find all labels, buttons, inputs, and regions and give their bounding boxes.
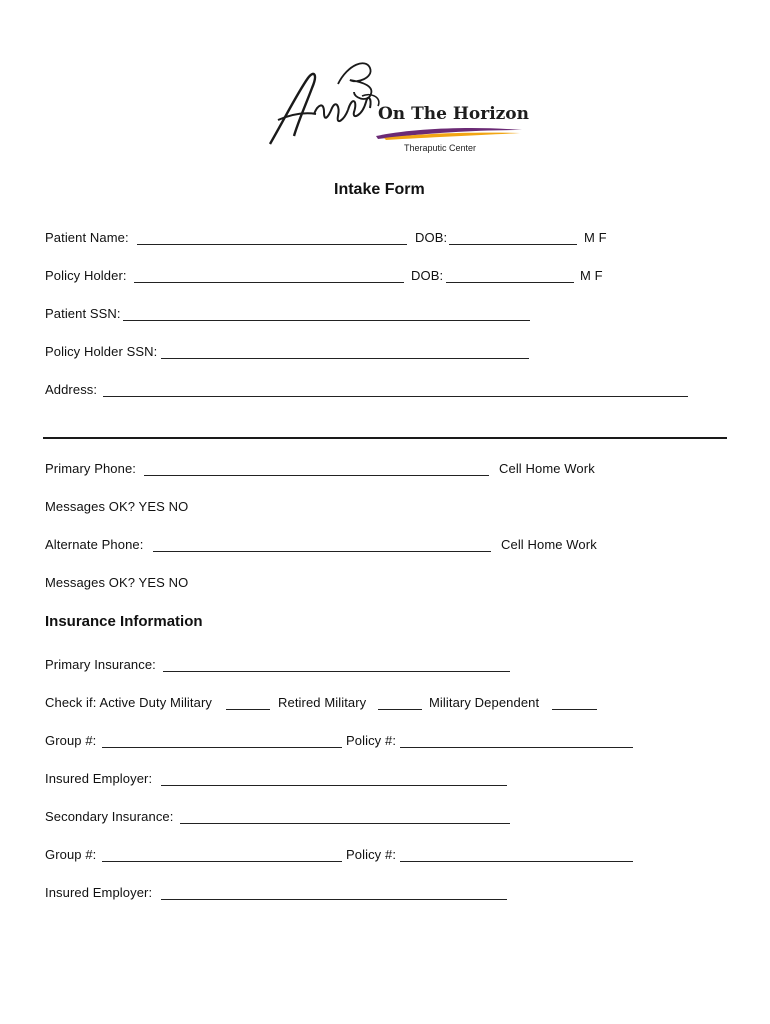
policy-holder-sex-options[interactable]: M F bbox=[580, 268, 603, 283]
insured-employer-label: Insured Employer: bbox=[45, 771, 153, 786]
policy-holder-dob-label: DOB: bbox=[411, 268, 444, 283]
policy-number-label: Policy #: bbox=[346, 733, 397, 748]
sex-options[interactable]: M F bbox=[584, 230, 607, 245]
policy-number-field[interactable] bbox=[400, 747, 633, 748]
patient-ssn-label: Patient SSN: bbox=[45, 306, 121, 321]
group-number-field[interactable] bbox=[102, 747, 342, 748]
retired-military-label: Retired Military bbox=[278, 695, 367, 710]
dob-label: DOB: bbox=[415, 230, 448, 245]
logo-title: On The Horizon bbox=[378, 104, 529, 124]
active-duty-field[interactable] bbox=[226, 709, 270, 710]
primary-phone-label: Primary Phone: bbox=[45, 461, 136, 476]
patient-ssn-field[interactable] bbox=[123, 320, 530, 321]
insurance-heading: Insurance Information bbox=[45, 613, 203, 630]
alternate-phone-field[interactable] bbox=[153, 551, 491, 552]
retired-military-field[interactable] bbox=[378, 709, 422, 710]
secondary-policy-number-field[interactable] bbox=[400, 861, 633, 862]
primary-messages-ok[interactable]: Messages OK? YES NO bbox=[45, 499, 189, 514]
alternate-phone-label: Alternate Phone: bbox=[45, 537, 144, 552]
secondary-policy-number-label: Policy #: bbox=[346, 847, 397, 862]
address-field[interactable] bbox=[103, 396, 688, 397]
secondary-insurance-field[interactable] bbox=[180, 823, 510, 824]
patient-name-field[interactable] bbox=[137, 244, 407, 245]
military-dependent-field[interactable] bbox=[552, 709, 597, 710]
group-number-label: Group #: bbox=[45, 733, 97, 748]
section-divider bbox=[43, 437, 727, 439]
military-dependent-label: Military Dependent bbox=[429, 695, 540, 710]
logo-subtitle: Theraputic Center bbox=[404, 143, 477, 153]
form-title: Intake Form bbox=[334, 181, 425, 198]
alternate-phone-type-options[interactable]: Cell Home Work bbox=[501, 537, 597, 552]
primary-insurance-field[interactable] bbox=[163, 671, 510, 672]
patient-name-label: Patient Name: bbox=[45, 230, 129, 245]
address-label: Address: bbox=[45, 382, 98, 397]
policy-holder-dob-field[interactable] bbox=[446, 282, 574, 283]
policy-holder-ssn-label: Policy Holder SSN: bbox=[45, 344, 158, 359]
policy-holder-field[interactable] bbox=[134, 282, 404, 283]
primary-insurance-label: Primary Insurance: bbox=[45, 657, 156, 672]
dob-field[interactable] bbox=[449, 244, 577, 245]
secondary-group-number-field[interactable] bbox=[102, 861, 342, 862]
logo bbox=[250, 52, 532, 156]
secondary-insured-employer-label: Insured Employer: bbox=[45, 885, 153, 900]
secondary-insurance-label: Secondary Insurance: bbox=[45, 809, 174, 824]
secondary-group-number-label: Group #: bbox=[45, 847, 97, 862]
logo-swoosh bbox=[374, 126, 524, 140]
insured-employer-field[interactable] bbox=[161, 785, 507, 786]
policy-holder-ssn-field[interactable] bbox=[161, 358, 529, 359]
alternate-messages-ok[interactable]: Messages OK? YES NO bbox=[45, 575, 189, 590]
primary-phone-field[interactable] bbox=[144, 475, 489, 476]
angels-script-logo bbox=[258, 56, 388, 152]
primary-phone-type-options[interactable]: Cell Home Work bbox=[499, 461, 595, 476]
active-duty-label: Check if: Active Duty Military bbox=[45, 695, 212, 710]
secondary-insured-employer-field[interactable] bbox=[161, 899, 507, 900]
policy-holder-label: Policy Holder: bbox=[45, 268, 127, 283]
